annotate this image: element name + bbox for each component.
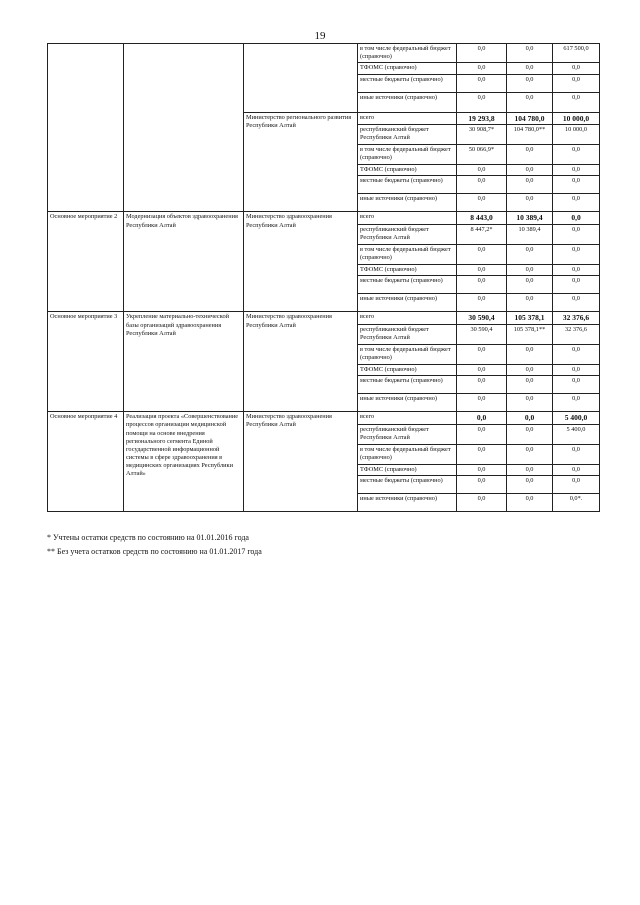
amount-cell: 0,0 xyxy=(457,365,507,376)
amount-cell: 0,0 xyxy=(457,294,507,312)
amount-cell: 0,0 xyxy=(553,465,600,476)
footnote-1: * Учтены остатки средств по состоянию на 01.01.2016 года xyxy=(47,533,249,542)
amount-cell: 0,0 xyxy=(507,74,553,92)
funding-source-cell: республиканский бюджет Республики Алтай xyxy=(358,225,457,245)
funding-source-cell: ТФОМС (справочно) xyxy=(358,265,457,276)
amount-cell: 0,0 xyxy=(457,165,507,176)
amount-cell: 0,0 xyxy=(553,265,600,276)
funding-source-cell: республиканский бюджет Республики Алтай xyxy=(358,125,457,145)
amount-cell: 10 389,4 xyxy=(507,212,553,225)
executor-cell: Министерство здравоохранения Республики Алтай xyxy=(244,412,358,512)
amount-cell: 0,0 xyxy=(457,194,507,212)
funding-source-cell: иные источники (справочно) xyxy=(358,494,457,512)
amount-cell: 105 378,1** xyxy=(507,325,553,345)
funding-source-cell: в том числе федеральный бюджет (справочно) xyxy=(358,445,457,465)
amount-cell: 32 376,6 xyxy=(553,325,600,345)
measure-title-cell: Укрепление материально-технической базы организаций здравоохранения Республики Алтай xyxy=(124,312,244,412)
table-row xyxy=(48,312,600,325)
amount-cell: 0,0 xyxy=(507,425,553,445)
amount-cell: 105 378,1 xyxy=(507,312,553,325)
amount-cell: 0,0 xyxy=(553,376,600,394)
amount-cell: 0,0 xyxy=(507,44,553,63)
amount-cell: 0,0 xyxy=(457,245,507,265)
amount-cell: 0,0 xyxy=(507,276,553,294)
funding-source-cell: местные бюджеты (справочно) xyxy=(358,176,457,194)
amount-cell: 0,0 xyxy=(457,265,507,276)
funding-source-cell: местные бюджеты (справочно) xyxy=(358,476,457,494)
amount-cell: 10 000,0 xyxy=(553,112,600,125)
page-number: 19 xyxy=(314,30,326,42)
funding-source-cell: в том числе федеральный бюджет (справочно) xyxy=(358,44,457,63)
amount-cell: 0,0 xyxy=(553,365,600,376)
amount-cell: 0,0 xyxy=(507,465,553,476)
amount-cell: 30 908,7* xyxy=(457,125,507,145)
measure-code-cell: Основное мероприятие 2 xyxy=(48,212,124,312)
funding-source-cell: местные бюджеты (справочно) xyxy=(358,276,457,294)
amount-cell: 0,0 xyxy=(553,74,600,92)
amount-cell: 0,0 xyxy=(553,165,600,176)
amount-cell: 0,0 xyxy=(457,276,507,294)
table-row xyxy=(48,212,600,225)
amount-cell: 0,0 xyxy=(457,74,507,92)
measure-title-cell: Модернизация объектов здравоохранения Республики Алтай xyxy=(124,212,244,312)
table-row xyxy=(48,412,600,425)
amount-cell: 0,0 xyxy=(553,194,600,212)
executor-cell: Министерство регионального развития Республики Алтай xyxy=(244,112,358,212)
measure-title-cell xyxy=(124,44,244,212)
amount-cell: 0,0 xyxy=(553,276,600,294)
funding-source-cell: республиканский бюджет Республики Алтай xyxy=(358,425,457,445)
funding-source-cell: всего xyxy=(358,112,457,125)
amount-cell: 30 590,4 xyxy=(457,312,507,325)
amount-cell: 0,0 xyxy=(507,376,553,394)
funding-source-cell: республиканский бюджет Республики Алтай xyxy=(358,325,457,345)
amount-cell: 5 400,0 xyxy=(553,412,600,425)
amount-cell: 8 443,0 xyxy=(457,212,507,225)
amount-cell: 0,0 xyxy=(457,494,507,512)
funding-source-cell: всего xyxy=(358,412,457,425)
amount-cell: 0,0 xyxy=(457,176,507,194)
funding-source-cell: местные бюджеты (справочно) xyxy=(358,74,457,92)
amount-cell: 0,0 xyxy=(507,445,553,465)
funding-source-cell: местные бюджеты (справочно) xyxy=(358,376,457,394)
amount-cell: 0,0 xyxy=(553,225,600,245)
amount-cell: 0,0 xyxy=(457,445,507,465)
executor-cell xyxy=(244,44,358,113)
amount-cell: 0,0 xyxy=(457,92,507,112)
funding-source-cell: ТФОМС (справочно) xyxy=(358,165,457,176)
amount-cell: 0,0 xyxy=(457,63,507,74)
footnotes xyxy=(47,531,262,559)
amount-cell: 0,0 xyxy=(457,44,507,63)
funding-source-cell: иные источники (справочно) xyxy=(358,194,457,212)
measure-code-cell xyxy=(48,44,124,212)
amount-cell: 0,0 xyxy=(507,476,553,494)
amount-cell: 19 293,8 xyxy=(457,112,507,125)
amount-cell: 0,0 xyxy=(553,345,600,365)
measure-code-cell: Основное мероприятие 3 xyxy=(48,312,124,412)
amount-cell: 0,0 xyxy=(507,365,553,376)
amount-cell: 0,0 xyxy=(457,425,507,445)
amount-cell: 10 389,4 xyxy=(507,225,553,245)
amount-cell: 10 000,0 xyxy=(553,125,600,145)
funding-source-cell: в том числе федеральный бюджет (справочно) xyxy=(358,245,457,265)
funding-source-cell: всего xyxy=(358,212,457,225)
amount-cell: 0,0 xyxy=(457,376,507,394)
amount-cell: 0,0 xyxy=(457,465,507,476)
funding-source-cell: ТФОМС (справочно) xyxy=(358,63,457,74)
funding-source-cell: всего xyxy=(358,312,457,325)
amount-cell: 0,0 xyxy=(553,394,600,412)
funding-source-cell: ТФОМС (справочно) xyxy=(358,465,457,476)
amount-cell: 0,0 xyxy=(553,294,600,312)
amount-cell: 0,0 xyxy=(457,394,507,412)
amount-cell: 0,0 xyxy=(507,245,553,265)
amount-cell: 0,0 xyxy=(507,92,553,112)
funding-source-cell: иные источники (справочно) xyxy=(358,394,457,412)
amount-cell: 0,0 xyxy=(553,245,600,265)
amount-cell: 0,0 xyxy=(553,445,600,465)
amount-cell: 0,0 xyxy=(507,494,553,512)
amount-cell: 104 780,0 xyxy=(507,112,553,125)
amount-cell: 0,0 xyxy=(457,412,507,425)
measure-title-cell: Реализация проекта «Совершенствование процессов организации медицинской помощи на основе внедрения регионального сегмента Единой государственной информационной системы в сфере здравоохранения в медицинских организациях Республики Алтай» xyxy=(124,412,244,512)
amount-cell: 0,0 xyxy=(507,294,553,312)
amount-cell: 0,0 xyxy=(553,476,600,494)
amount-cell: 0,0 xyxy=(507,63,553,74)
amount-cell: 0,0 xyxy=(507,345,553,365)
funding-source-cell: иные источники (справочно) xyxy=(358,92,457,112)
amount-cell: 0,0 xyxy=(507,165,553,176)
footnote-2: ** Без учета остатков средств по состоянию на 01.01.2017 года xyxy=(47,547,262,556)
executor-cell: Министерство здравоохранения Республики Алтай xyxy=(244,212,358,312)
amount-cell: 0,0 xyxy=(507,412,553,425)
budget-table xyxy=(47,43,600,512)
amount-cell: 32 376,6 xyxy=(553,312,600,325)
amount-cell: 0,0 xyxy=(507,194,553,212)
amount-cell: 0,0 xyxy=(507,145,553,165)
amount-cell: 0,0 xyxy=(553,63,600,74)
amount-cell: 0,0 xyxy=(553,176,600,194)
amount-cell: 617 500,0 xyxy=(553,44,600,63)
executor-cell: Министерство здравоохранения Республики Алтай xyxy=(244,312,358,412)
amount-cell: 5 400,0 xyxy=(553,425,600,445)
amount-cell: 0,0 xyxy=(457,476,507,494)
amount-cell: 50 066,9* xyxy=(457,145,507,165)
measure-code-cell: Основное мероприятие 4 xyxy=(48,412,124,512)
funding-source-cell: ТФОМС (справочно) xyxy=(358,365,457,376)
amount-cell: 0,0*. xyxy=(553,494,600,512)
amount-cell: 30 590,4 xyxy=(457,325,507,345)
amount-cell: 0,0 xyxy=(457,345,507,365)
amount-cell: 104 780,0** xyxy=(507,125,553,145)
amount-cell: 8 447,2* xyxy=(457,225,507,245)
amount-cell: 0,0 xyxy=(553,145,600,165)
amount-cell: 0,0 xyxy=(507,394,553,412)
funding-source-cell: в том числе федеральный бюджет (справочно) xyxy=(358,345,457,365)
funding-source-cell: иные источники (справочно) xyxy=(358,294,457,312)
amount-cell: 0,0 xyxy=(553,212,600,225)
amount-cell: 0,0 xyxy=(507,265,553,276)
funding-source-cell: в том числе федеральный бюджет (справочно) xyxy=(358,145,457,165)
table-row xyxy=(48,44,600,63)
amount-cell: 0,0 xyxy=(507,176,553,194)
amount-cell: 0,0 xyxy=(553,92,600,112)
